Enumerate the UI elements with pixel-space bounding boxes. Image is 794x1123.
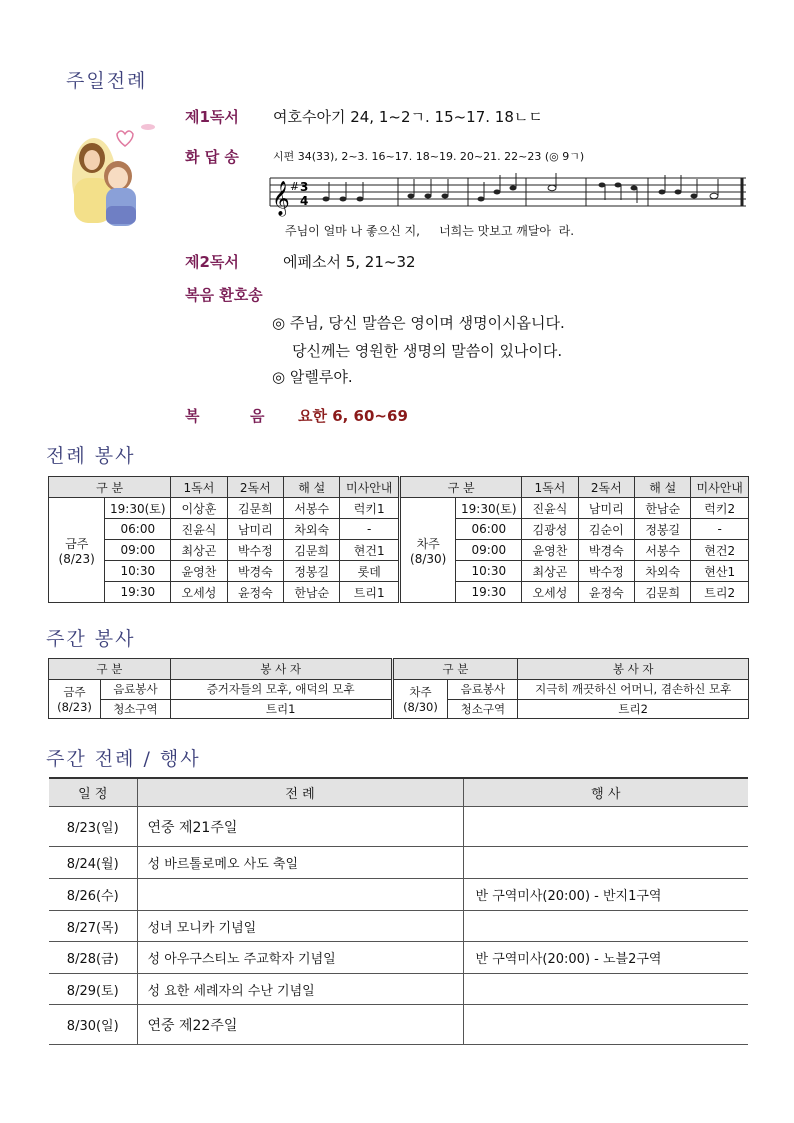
reader1: 윤영찬 bbox=[522, 540, 578, 561]
header-volunteer: 봉 사 자 bbox=[170, 659, 392, 680]
mass-time: 06:00 bbox=[105, 519, 171, 540]
table-row bbox=[49, 942, 748, 974]
reader1: 오세성 bbox=[522, 582, 578, 603]
event-liturgy: 연중 제22주일 bbox=[137, 1005, 463, 1045]
reading2-text: 에페소서 5, 21~32 bbox=[283, 253, 416, 271]
next-week-cell: 차주 (8/30) bbox=[399, 498, 455, 603]
commentator: 차외숙 bbox=[635, 561, 691, 582]
header-reading1: 1독서 bbox=[522, 477, 578, 498]
next-week-cell: 차주 (8/30) bbox=[392, 680, 448, 719]
mass-guide: 럭키1 bbox=[340, 498, 400, 519]
event-date: 8/27(목) bbox=[49, 911, 137, 942]
mass-time: 19:30 bbox=[105, 582, 171, 603]
table-row bbox=[49, 561, 749, 582]
event-liturgy: 성 바르톨로메오 사도 축일 bbox=[137, 847, 463, 879]
weekly-events-table bbox=[49, 777, 748, 1045]
reader1: 윤영찬 bbox=[171, 561, 227, 582]
header-volunteer: 봉 사 자 bbox=[518, 659, 749, 680]
event-activity: 반 구역미사(20:00) - 노블2구역 bbox=[463, 942, 748, 974]
reader2: 남미리 bbox=[578, 498, 634, 519]
event-liturgy: 연중 제21주일 bbox=[137, 807, 463, 847]
event-activity bbox=[463, 807, 748, 847]
table-row bbox=[49, 680, 749, 700]
commentator: 서봉수 bbox=[635, 540, 691, 561]
reading1-label: 제1독서 bbox=[185, 108, 239, 126]
psalm-lyrics: 주님이 얼마 나 좋으신 지, 너희는 맛보고 깨달아 라. bbox=[285, 224, 575, 238]
reader2: 박경숙 bbox=[227, 561, 283, 582]
acclamation-line2: 당신께는 영원한 생명의 말씀이 있나이다. bbox=[292, 342, 563, 360]
jesus-child-illustration bbox=[62, 118, 162, 230]
event-date: 8/23(일) bbox=[49, 807, 137, 847]
mass-time: 19:30(토) bbox=[105, 498, 171, 519]
psalm-text: 시편 34(33), 2~3. 16~17. 18~19. 20~21. 22~23 (◎ 9ㄱ) bbox=[273, 150, 585, 163]
commentator: 김문희 bbox=[284, 540, 340, 561]
svg-text:3: 3 bbox=[300, 180, 309, 194]
mass-guide: - bbox=[340, 519, 400, 540]
event-date: 8/24(월) bbox=[49, 847, 137, 879]
reader2: 윤정숙 bbox=[578, 582, 634, 603]
mass-guide: 현건2 bbox=[691, 540, 749, 561]
liturgy-service-title: 전례 봉사 bbox=[46, 445, 136, 467]
gospel-text: 요한 6, 60~69 bbox=[298, 407, 408, 425]
weekly-service-title: 주간 봉사 bbox=[46, 628, 136, 650]
drink-service-value: 지극히 깨끗하신 어머니, 겸손하신 모후 bbox=[518, 680, 749, 700]
mass-guide: 트리2 bbox=[691, 582, 749, 603]
mass-guide: - bbox=[691, 519, 749, 540]
reader2: 박수정 bbox=[578, 561, 634, 582]
reading2-label: 제2독서 bbox=[185, 253, 239, 271]
gospel-label-2: 음 bbox=[250, 407, 265, 425]
header-liturgy: 전 례 bbox=[137, 778, 463, 807]
acclamation-line3: ◎ 알렐루야. bbox=[272, 368, 353, 386]
header-category: 구 분 bbox=[392, 659, 518, 680]
acclamation-label: 복음 환호송 bbox=[185, 286, 263, 304]
reader1: 진윤식 bbox=[171, 519, 227, 540]
liturgy-service-table bbox=[48, 476, 749, 603]
mass-guide: 현건1 bbox=[340, 540, 400, 561]
mass-time: 10:30 bbox=[105, 561, 171, 582]
mass-time: 19:30(토) bbox=[456, 498, 522, 519]
event-date: 8/26(수) bbox=[49, 879, 137, 911]
event-date: 8/30(일) bbox=[49, 1005, 137, 1045]
header-mass-guide: 미사안내 bbox=[691, 477, 749, 498]
event-activity: 반 구역미사(20:00) - 반지1구역 bbox=[463, 879, 748, 911]
header-reading1: 1독서 bbox=[171, 477, 227, 498]
weekly-service-table bbox=[48, 658, 749, 719]
svg-text:#: # bbox=[290, 180, 300, 193]
reader1: 최상곤 bbox=[171, 540, 227, 561]
event-liturgy bbox=[137, 879, 463, 911]
cleaning-area-value: 트리2 bbox=[518, 699, 749, 719]
reader1: 오세성 bbox=[171, 582, 227, 603]
drink-service-label: 음료봉사 bbox=[100, 680, 170, 700]
weekly-events-title: 주간 전례 / 행사 bbox=[46, 748, 201, 770]
mass-guide: 현산1 bbox=[691, 561, 749, 582]
cleaning-area-label: 청소구역 bbox=[448, 699, 518, 719]
commentator: 김문희 bbox=[635, 582, 691, 603]
mass-time: 09:00 bbox=[456, 540, 522, 561]
sunday-liturgy-title: 주일전례 bbox=[66, 70, 148, 92]
commentator: 서봉수 bbox=[284, 498, 340, 519]
drink-service-value: 증거자들의 모후, 애덕의 모후 bbox=[170, 680, 392, 700]
this-week-cell: 금주 (8/23) bbox=[49, 498, 105, 603]
event-activity bbox=[463, 911, 748, 942]
cleaning-area-value: 트리1 bbox=[170, 699, 392, 719]
mass-guide: 트리1 bbox=[340, 582, 400, 603]
table-row bbox=[49, 911, 748, 942]
event-liturgy: 성 요한 세례자의 수난 기념일 bbox=[137, 974, 463, 1005]
table-row bbox=[49, 807, 748, 847]
svg-text:4: 4 bbox=[300, 194, 309, 208]
event-liturgy: 성 아우구스티노 주교학자 기념일 bbox=[137, 942, 463, 974]
commentator: 정봉길 bbox=[284, 561, 340, 582]
reader1: 이상훈 bbox=[171, 498, 227, 519]
mass-time: 19:30 bbox=[456, 582, 522, 603]
table-row bbox=[49, 498, 749, 519]
header-mass-guide: 미사안내 bbox=[340, 477, 400, 498]
commentator: 정봉길 bbox=[635, 519, 691, 540]
mass-time: 06:00 bbox=[456, 519, 522, 540]
commentator: 차외숙 bbox=[284, 519, 340, 540]
table-row bbox=[49, 582, 749, 603]
psalm-label: 화 답 송 bbox=[185, 148, 239, 166]
reader2: 박수정 bbox=[227, 540, 283, 561]
mass-guide: 럭키2 bbox=[691, 498, 749, 519]
header-category: 구 분 bbox=[49, 477, 171, 498]
event-liturgy: 성녀 모니카 기념일 bbox=[137, 911, 463, 942]
reader1: 김광성 bbox=[522, 519, 578, 540]
cleaning-area-label: 청소구역 bbox=[100, 699, 170, 719]
event-activity bbox=[463, 847, 748, 879]
reader2: 남미리 bbox=[227, 519, 283, 540]
reader2: 김순이 bbox=[578, 519, 634, 540]
mass-time: 09:00 bbox=[105, 540, 171, 561]
table-row bbox=[49, 879, 748, 911]
event-date: 8/29(토) bbox=[49, 974, 137, 1005]
header-date: 일 정 bbox=[49, 778, 137, 807]
event-date: 8/28(금) bbox=[49, 942, 137, 974]
header-event: 행 사 bbox=[463, 778, 748, 807]
this-week-cell: 금주 (8/23) bbox=[49, 680, 101, 719]
event-activity bbox=[463, 974, 748, 1005]
reader2: 김문희 bbox=[227, 498, 283, 519]
event-activity bbox=[463, 1005, 748, 1045]
commentator: 한남순 bbox=[635, 498, 691, 519]
header-category: 구 분 bbox=[49, 659, 171, 680]
reader2: 박경숙 bbox=[578, 540, 634, 561]
drink-service-label: 음료봉사 bbox=[448, 680, 518, 700]
gospel-label-1: 복 bbox=[185, 407, 200, 425]
table-row bbox=[49, 1005, 748, 1045]
reader2: 윤정숙 bbox=[227, 582, 283, 603]
commentator: 한남순 bbox=[284, 582, 340, 603]
header-category: 구 분 bbox=[399, 477, 521, 498]
header-commentary: 해 설 bbox=[635, 477, 691, 498]
reading1-text: 여호수아기 24, 1~2ㄱ. 15~17. 18ㄴㄷ bbox=[273, 108, 543, 126]
mass-time: 10:30 bbox=[456, 561, 522, 582]
svg-text:𝄞: 𝄞 bbox=[272, 181, 290, 216]
table-row bbox=[49, 974, 748, 1005]
reader1: 진윤식 bbox=[522, 498, 578, 519]
reader1: 최상곤 bbox=[522, 561, 578, 582]
header-reading2: 2독서 bbox=[227, 477, 283, 498]
header-commentary: 해 설 bbox=[284, 477, 340, 498]
table-row bbox=[49, 540, 749, 561]
psalm-music-staff bbox=[268, 172, 750, 220]
acclamation-line1: ◎ 주님, 당신 말씀은 영이며 생명이시옵니다. bbox=[272, 314, 565, 332]
mass-guide: 롯데 bbox=[340, 561, 400, 582]
table-row bbox=[49, 519, 749, 540]
header-reading2: 2독서 bbox=[578, 477, 634, 498]
table-row bbox=[49, 847, 748, 879]
